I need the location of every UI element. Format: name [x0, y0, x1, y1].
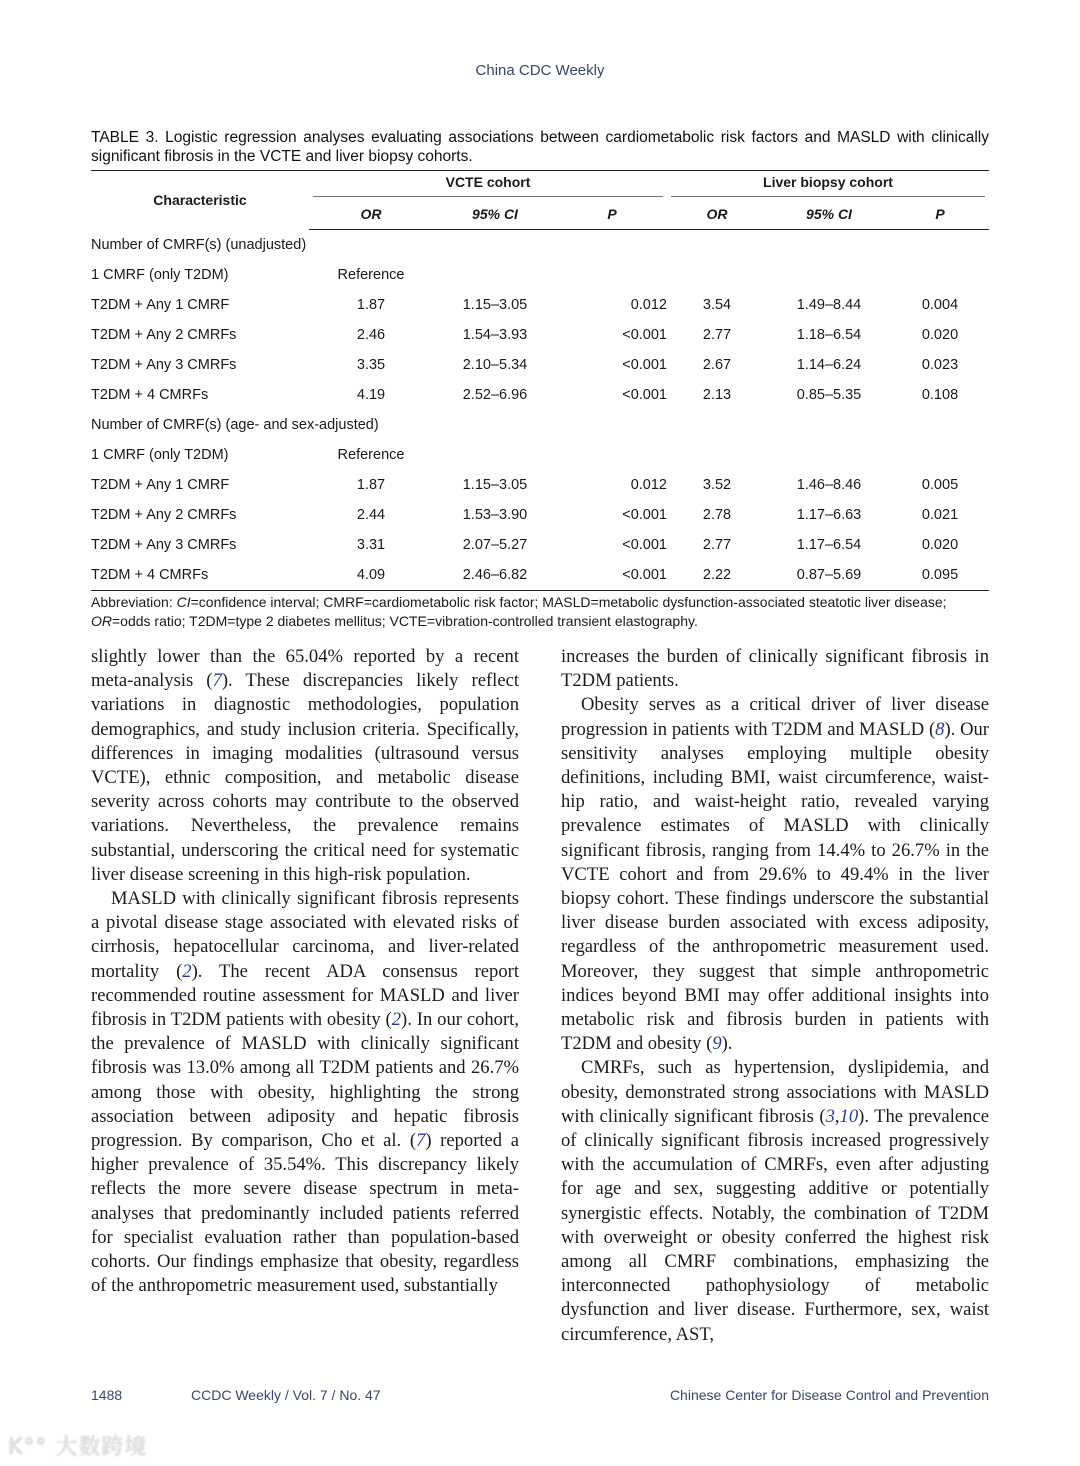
header-bx-ci: 95% CI	[767, 200, 891, 229]
row-label: T2DM + Any 2 CMRFs	[91, 506, 237, 523]
table-row	[91, 320, 989, 350]
row-label: 1 CMRF (only T2DM)	[91, 446, 229, 463]
journal-info: CCDC Weekly / Vol. 7 / No. 47	[191, 1387, 381, 1403]
table-row	[91, 530, 989, 560]
table-row	[91, 290, 989, 320]
page-number: 1488	[91, 1387, 123, 1403]
table-row	[91, 470, 989, 500]
vcte-or: 2.46	[356, 326, 386, 343]
bx-or: 2.22	[667, 560, 767, 591]
vcte-ci: 1.53–3.90	[462, 506, 528, 523]
vcte-ci: 1.15–3.05	[462, 296, 528, 313]
reference-cell: Reference	[337, 446, 405, 463]
citation-link[interactable]: 9	[712, 1033, 722, 1055]
running-head: China CDC Weekly	[475, 62, 605, 79]
watermark-logo: K°° 大数跨境	[8, 1435, 148, 1460]
table-abbreviations: Abbreviation: CI=confidence interval; CMRF=cardiometabolic risk factor; MASLD=metabolic dysfunction-associated steatotic liver disease; OR=odds ratio; T2DM=type 2 diabetes mellitus; VCTE=vibration-controlled transient elastography.	[91, 593, 947, 629]
vcte-ci: 2.10–5.34	[462, 356, 528, 373]
row-label: T2DM + Any 3 CMRFs	[91, 536, 237, 553]
vcte-p: 0.012	[630, 296, 667, 313]
citation-link[interactable]: 7	[416, 1130, 426, 1152]
header-vcte-p: P	[557, 200, 667, 229]
header-liver-biopsy-cohort: Liver biopsy cohort	[667, 171, 989, 200]
regression-table	[91, 170, 989, 591]
citation-link[interactable]: 3	[825, 1105, 835, 1127]
vcte-p: <0.001	[557, 560, 667, 591]
vcte-or: 3.35	[356, 356, 386, 373]
vcte-ci: 2.46–6.82	[433, 560, 557, 591]
vcte-ci: 1.15–3.05	[462, 476, 528, 493]
paragraph: CMRFs, such as hypertension, dyslipidemia, and obesity, demonstrated strong associations with MASLD with clinically significant fibrosis (3,10). The prevalence of clinically significant fibrosis increased progressively with the accumulation of CMRFs, even after adjusting for age and sex, suggesting additive or potentially synergistic effects. Notably, the combination of T2DM with overweight or obesity conferred the highest risk among all CMRF combinations, emphasizing the interconnected pathophysiology of metabolic dysfunction and liver disease. Furthermore, sex, waist circumference, AST,	[561, 1057, 989, 1345]
row-label: T2DM + 4 CMRFs	[91, 560, 309, 591]
bx-or: 2.13	[702, 386, 732, 403]
section-row	[91, 229, 989, 260]
table-3	[91, 128, 989, 631]
row-label: T2DM + Any 1 CMRF	[91, 476, 230, 493]
citation-link[interactable]: 2	[391, 1009, 402, 1031]
table-row	[91, 260, 989, 290]
vcte-p: <0.001	[622, 386, 667, 403]
citation-link[interactable]: 8	[935, 718, 945, 740]
bx-ci: 1.46–8.46	[796, 476, 862, 493]
bx-ci: 1.17–6.54	[796, 536, 862, 553]
vcte-or: 4.09	[309, 560, 433, 591]
table-row	[91, 380, 989, 410]
table-row	[91, 560, 989, 591]
table-row	[91, 500, 989, 530]
row-label: T2DM + Any 3 CMRFs	[91, 356, 237, 373]
table-row	[91, 350, 989, 380]
vcte-p: <0.001	[622, 506, 667, 523]
citation-link[interactable]: 2	[182, 960, 192, 982]
left-column	[91, 645, 519, 1298]
bx-p: 0.021	[921, 506, 959, 523]
row-label: 1 CMRF (only T2DM)	[91, 266, 229, 283]
bx-or: 2.78	[702, 506, 732, 523]
vcte-or: 4.19	[356, 386, 386, 403]
bx-or: 2.67	[702, 356, 732, 373]
bx-ci: 0.85–5.35	[796, 386, 862, 403]
bx-p: 0.005	[921, 476, 959, 493]
bx-p: 0.004	[921, 296, 959, 313]
vcte-or: 1.87	[356, 476, 386, 493]
reference-cell: Reference	[337, 266, 405, 283]
vcte-ci: 2.07–5.27	[462, 536, 528, 553]
vcte-p: 0.012	[630, 476, 667, 493]
header-bx-p: P	[891, 200, 989, 229]
vcte-ci: 1.54–3.93	[462, 326, 528, 343]
bx-p: 0.020	[921, 326, 959, 343]
vcte-p: <0.001	[622, 356, 667, 373]
header-vcte-cohort: VCTE cohort	[309, 171, 667, 200]
row-label: T2DM + Any 1 CMRF	[91, 296, 230, 313]
citation-link[interactable]: 7	[212, 670, 222, 692]
vcte-or: 2.44	[356, 506, 386, 523]
bx-ci: 1.14–6.24	[796, 356, 862, 373]
paragraph: slightly lower than the 65.04% reported by a recent meta-analysis (7). These discrepancies likely reflect variations in diagnostic methodologies, population demographics, and study inclusion criteria. Specifically, differences in imaging modalities (ultrasound versus VCTE), ethnic composition, and metabolic disease severity across cohorts may contribute to the observed variations. Nevertheless, the prevalence remains substantial, underscoring the critical need for systematic liver disease screening in this high-risk population.	[91, 646, 520, 885]
bx-or: 2.77	[702, 326, 732, 343]
vcte-ci: 2.52–6.96	[462, 386, 528, 403]
bx-ci: 1.49–8.44	[796, 296, 862, 313]
bx-or: 3.52	[702, 476, 732, 493]
paragraph: MASLD with clinically significant fibrosis represents a pivotal disease stage associated with elevated risks of cirrhosis, hepatocellular carcinoma, and liver-related mortality (2). The recent ADA consensus report recommended routine assessment for MASLD and liver fibrosis in T2DM patients with obesity (2). In our cohort, the prevalence of MASLD with clinically significant fibrosis was 13.0% among all T2DM patients and 26.7% among those with obesity, highlighting the strong association between adiposity and hepatic fibrosis progression. By comparison, Cho et al. (7) reported a higher prevalence of 35.54%. This discrepancy likely reflects the more severe disease spectrum in meta-analyses that predominantly included patients referred for specialist evaluation rather than population-based cohorts. Our findings emphasize that obesity, regardless of the anthropometric measurement used, substantially	[91, 888, 519, 1297]
header-bx-or: OR	[667, 200, 767, 229]
right-column	[561, 645, 989, 1347]
bx-p: 0.108	[921, 386, 959, 403]
header-vcte-or: OR	[309, 200, 433, 229]
section-row	[91, 410, 989, 440]
vcte-or: 3.31	[356, 536, 386, 553]
paragraph: increases the burden of clinically significant fibrosis in T2DM patients.	[561, 646, 989, 692]
vcte-p: <0.001	[622, 326, 667, 343]
bx-p: 0.023	[921, 356, 959, 373]
bx-ci: 1.18–6.54	[796, 326, 862, 343]
bx-ci: 1.17–6.63	[796, 506, 862, 523]
vcte-or: 1.87	[356, 296, 386, 313]
row-label: T2DM + 4 CMRFs	[91, 386, 209, 403]
section-title: Number of CMRF(s) (age- and sex-adjusted)	[91, 416, 379, 433]
bx-or: 3.54	[702, 296, 732, 313]
citation-link[interactable]: 10	[839, 1105, 859, 1127]
table-row	[91, 440, 989, 470]
bx-p: 0.020	[921, 536, 959, 553]
row-label: T2DM + Any 2 CMRFs	[91, 326, 237, 343]
bx-ci: 0.87–5.69	[767, 560, 891, 591]
header-vcte-ci: 95% CI	[433, 200, 557, 229]
section-title: Number of CMRF(s) (unadjusted)	[91, 236, 307, 253]
organization-name: Chinese Center for Disease Control and Prevention	[669, 1387, 989, 1403]
header-characteristic: Characteristic	[91, 171, 309, 230]
paragraph: Obesity serves as a critical driver of liver disease progression in patients with T2DM and MASLD (8). Our sensitivity analyses employing multiple obesity definitions, including BMI, waist circumference, waist-hip ratio, and waist-height ratio, revealed varying prevalence estimates of MASLD with clinically significant fibrosis, ranging from 14.4% to 26.7% in the VCTE cohort and from 29.6% to 49.4% in the liver biopsy cohort. These findings underscore the substantial liver disease burden associated with excess adiposity, regardless of the anthropometric measurement used. Moreover, they suggest that simple anthropometric indices beyond BMI may offer additional insights into metabolic risk and fibrosis burden in patients with T2DM and obesity (9).	[561, 694, 989, 1055]
bx-p: 0.095	[891, 560, 989, 591]
table-caption: TABLE 3. Logistic regression analyses evaluating associations between cardiometabolic risk factors and MASLD with clinically significant fibrosis in the VCTE and liver biopsy cohorts.	[91, 129, 989, 165]
bx-or: 2.77	[702, 536, 732, 553]
vcte-p: <0.001	[622, 536, 667, 553]
